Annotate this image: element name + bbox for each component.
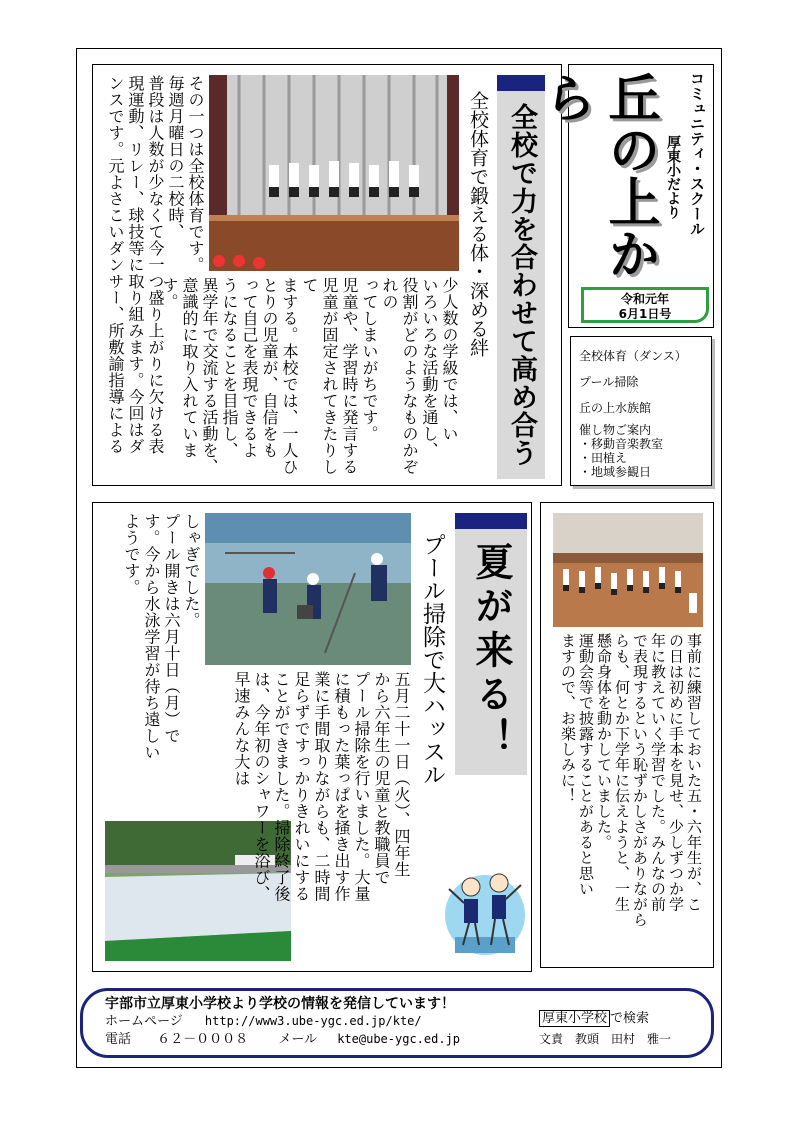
toc-item: プール掃除 [579,375,639,389]
body-line: で表現するという恥ずかしさがありながら [631,633,649,928]
dance-photo [209,75,459,271]
toc-item: 催し物ご案内 [579,423,652,437]
article-body [553,633,703,959]
toc-subitem: ・地域参観日 [579,465,652,479]
masthead [535,64,714,328]
body-line: 毎週月曜日の二校時、 [166,75,185,240]
article-headline: 夏が来る！ [455,529,527,775]
toc-subitem: ・移動音楽教室 [579,437,664,451]
body-line: ますので、お楽しみに！ [559,633,577,804]
body-line: 役割がどのようなものかぞれの [380,277,419,475]
body-line: す。 [160,277,179,310]
body-line: に積もった葉っぱを掻き出す作 [332,671,351,902]
body-line: 五月二十一日（火）、四年生 [392,671,411,878]
article-body-side [105,513,201,813]
body-line: 普段は人数が少なくて今一つ盛り上がりに欠ける表 [146,75,165,455]
body-line: らも、何とか下学年に伝えようと、一生 [613,633,631,912]
article-practice [540,502,714,968]
article-body-side [101,75,205,477]
body-line: す。今から水泳学習が待ち遠しい [142,513,161,761]
body-line: 懸命身体を動かしていました。 [595,633,613,850]
article-body-main [160,277,459,477]
body-line: 事前に練習しておいた五・六年生が、こ [685,633,703,912]
article-body-main [205,671,411,961]
body-line: 年に教えていく学習でした。みんなの前 [649,633,667,912]
homepage-label: ホームページ [105,1014,183,1029]
body-line: 足らずですっかりきれいにする [292,671,311,902]
search-prompt [539,1011,709,1027]
article-pool [92,502,532,972]
body-line: 運動会等で披露することがあると思い [577,633,595,897]
pool-cleaning-photo [205,513,411,665]
issue-line-2: 6月1日号 [618,307,672,321]
body-line: 少人数の学級では、い [440,277,459,442]
footer-headline: 宇部市立厚東小学校より学校の情報を発信しています！ [105,996,455,1012]
article-subhead: 全校体育で鍛える体・深める絆 [467,91,489,357]
swimmers-illustration [443,859,527,959]
search-box: 厚東小学校 [539,1010,610,1027]
masthead-subtitle: 厚東小だより [665,135,681,219]
masthead-title: 丘の上から [535,71,659,279]
article-dance [92,64,562,486]
footer-credit: 文責 教頭 田村 雅一 [539,1032,672,1046]
body-line: は、今年初のシャワーを浴び、 [252,671,271,902]
phone-label: 電話 [105,1032,132,1047]
search-suffix: で検索 [610,1011,650,1026]
body-line: いろいろな活動を通し、 [420,277,439,459]
body-line: 児童や、学習時に発言する [340,277,359,475]
mail-label: メール [278,1032,318,1047]
body-line: プール掃除を行いました。大量 [352,671,371,902]
body-line: その一つは全校体育です。 [186,75,205,273]
footer-homepage [105,1013,545,1030]
body-line: 現運動、リレー、球技等に取り組みます。今回はダ [126,75,145,455]
body-line: とりの児童が、自信をも [260,277,279,459]
homepage-link[interactable]: http://www3.ube-ygc.ed.jp/kte/ [204,1014,422,1028]
body-line: 業に手間取りながらも、二時間 [312,671,331,902]
body-line: 意識的に取り入れていま [180,277,199,459]
body-line: から六年生の児童と教職員で [372,671,391,886]
footer-banner [80,988,714,1058]
body-line: ってしまいがちです。 [360,277,379,442]
headline-bar [455,513,527,529]
body-line: プール開きは六月十日（月）で [162,513,181,744]
issue-line-1: 令和元年 [620,292,669,306]
body-line: ンスです。元よさこいダンサー、所敷諭指導による [106,75,125,455]
toc-item: 全校体育（ダンス） [579,349,687,363]
body-line: の日は初めに手本を見せ、少しずつか学 [667,633,685,912]
body-line: 児童が固定されてきたりして [300,277,339,475]
toc-item: 丘の上水族館 [579,401,652,415]
body-line: しゃぎでした。 [182,513,201,629]
phone-number: ６２－０００８ [157,1032,249,1047]
table-of-contents [570,336,712,486]
mail-address[interactable]: kte@ube-ygc.ed.jp [337,1032,461,1046]
body-line: ことができました。掃除終了後 [272,671,291,902]
issue-date-badge [581,287,709,323]
footer-contact [105,1031,545,1048]
body-line: って自己を表現できるよ [240,277,259,459]
gym-practice-photo [553,513,703,627]
article-headline: 全校で力を合わせて高め合う [497,91,545,479]
body-line: まする。本校では、一人ひ [280,277,299,475]
body-line: 早速みんな大は [232,671,251,787]
masthead-series: コミュニティ・スクール [688,71,706,236]
body-line: 異学年で交流する活動を、 [200,277,219,475]
body-line: うになることを目指し、 [220,277,239,459]
toc-subitem: ・田植え [579,451,628,465]
article-subhead: プール掃除で大ハッスル [419,533,445,786]
body-line: ようです。 [122,513,141,596]
